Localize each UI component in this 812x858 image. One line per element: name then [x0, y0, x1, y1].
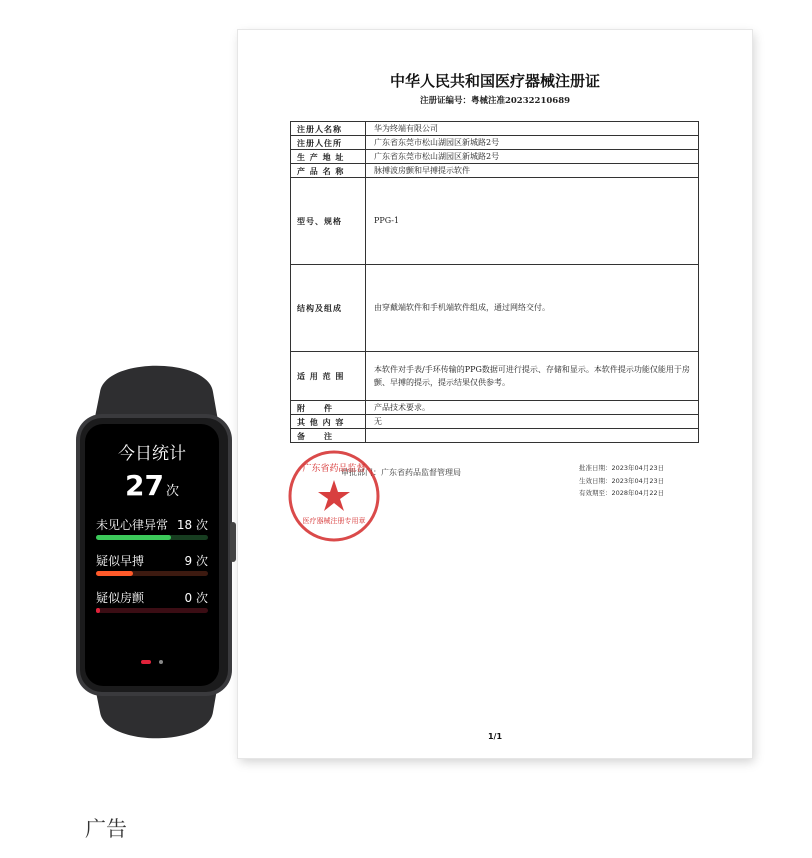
- row-label: 生 产 地 址: [291, 150, 366, 164]
- row-value: 脉搏波房颤和早搏提示软件: [366, 164, 699, 178]
- row-label: 注册人名称: [291, 122, 366, 136]
- progress-track: [96, 608, 208, 613]
- row-value: 本软件对手表/手环传输的PPG数据可进行提示、存储和显示。本软件提示功能仅能用于房颤、早搏的提示，提示结果仅供参考。: [366, 352, 699, 401]
- row-value: 华为终端有限公司: [366, 122, 699, 136]
- row-value: 产品技术要求。: [366, 401, 699, 415]
- row-label: 附 件: [291, 401, 366, 415]
- svg-text:医疗器械注册专用章: 医疗器械注册专用章: [302, 517, 366, 525]
- row-value: [366, 429, 699, 443]
- row-value: 广东省东莞市松山湖园区新城路2号: [366, 136, 699, 150]
- effective-date: 生效日期：2023年04月23日: [579, 476, 665, 485]
- progress-fill: [96, 608, 100, 613]
- stat-value: 18 次: [176, 518, 208, 532]
- active-page-dot: [141, 660, 151, 664]
- table-row: [291, 415, 699, 429]
- certificate-title: 中华人民共和国医疗器械注册证: [389, 72, 600, 90]
- stat-label: 疑似房颤: [96, 591, 145, 605]
- table-row: [291, 122, 699, 136]
- stat-value: 9 次: [184, 554, 208, 568]
- row-label: 注册人住所: [291, 136, 366, 150]
- row-label: 产 品 名 称: [291, 164, 366, 178]
- row-label: 其 他 内 容: [291, 415, 366, 429]
- band-screen: [88, 425, 216, 681]
- issuing-authority: 审批部门：广东省药品监督管理局: [341, 468, 461, 477]
- approval-date: 批准日期：2023年04月23日: [579, 464, 665, 472]
- page-number: 1/1: [487, 732, 503, 741]
- stats-title: 今日统计: [118, 444, 186, 464]
- progress-track: [96, 571, 208, 576]
- row-label: 适 用 范 围: [291, 352, 366, 401]
- table-row: [291, 352, 699, 401]
- certificate-page: [238, 30, 752, 758]
- row-label: 型号、规格: [291, 178, 366, 265]
- table-row: [291, 150, 699, 164]
- progress-fill: [96, 535, 171, 540]
- table-row: [291, 178, 699, 265]
- stat-label: 未见心律异常: [96, 518, 169, 532]
- row-label: 备 注: [291, 429, 366, 443]
- table-row: [291, 401, 699, 415]
- table-row: [291, 164, 699, 178]
- row-value: PPG-1: [366, 178, 699, 265]
- svg-text:广东省药品监督: 广东省药品监督: [302, 464, 366, 474]
- stat-label: 疑似早搏: [96, 554, 145, 568]
- stat-value: 0 次: [184, 591, 208, 605]
- table-row: [291, 429, 699, 443]
- progress-fill: [96, 571, 133, 576]
- row-label: 结构及组成: [291, 265, 366, 352]
- row-value: 由穿戴端软件和手机端软件组成，通过网络交付。: [366, 265, 699, 352]
- page-dot: [159, 660, 163, 664]
- total-count: [88, 469, 216, 502]
- date-block: [579, 462, 664, 500]
- ad-label: 广告: [85, 817, 127, 841]
- table-row: [291, 136, 699, 150]
- count-value: 27: [125, 469, 164, 502]
- table-row: [291, 265, 699, 352]
- certificate-number: 注册证编号：粤械注准20232210689: [419, 96, 571, 106]
- registration-table: [290, 121, 699, 443]
- expiry-date: 有效期至：2028年04月22日: [579, 489, 665, 497]
- progress-track: [96, 535, 208, 540]
- page-indicator: [88, 651, 216, 670]
- row-value: 广东省东莞市松山湖园区新城路2号: [366, 150, 699, 164]
- official-seal-stamp: [287, 449, 381, 543]
- row-value: 无: [366, 415, 699, 429]
- count-unit: 次: [165, 484, 179, 499]
